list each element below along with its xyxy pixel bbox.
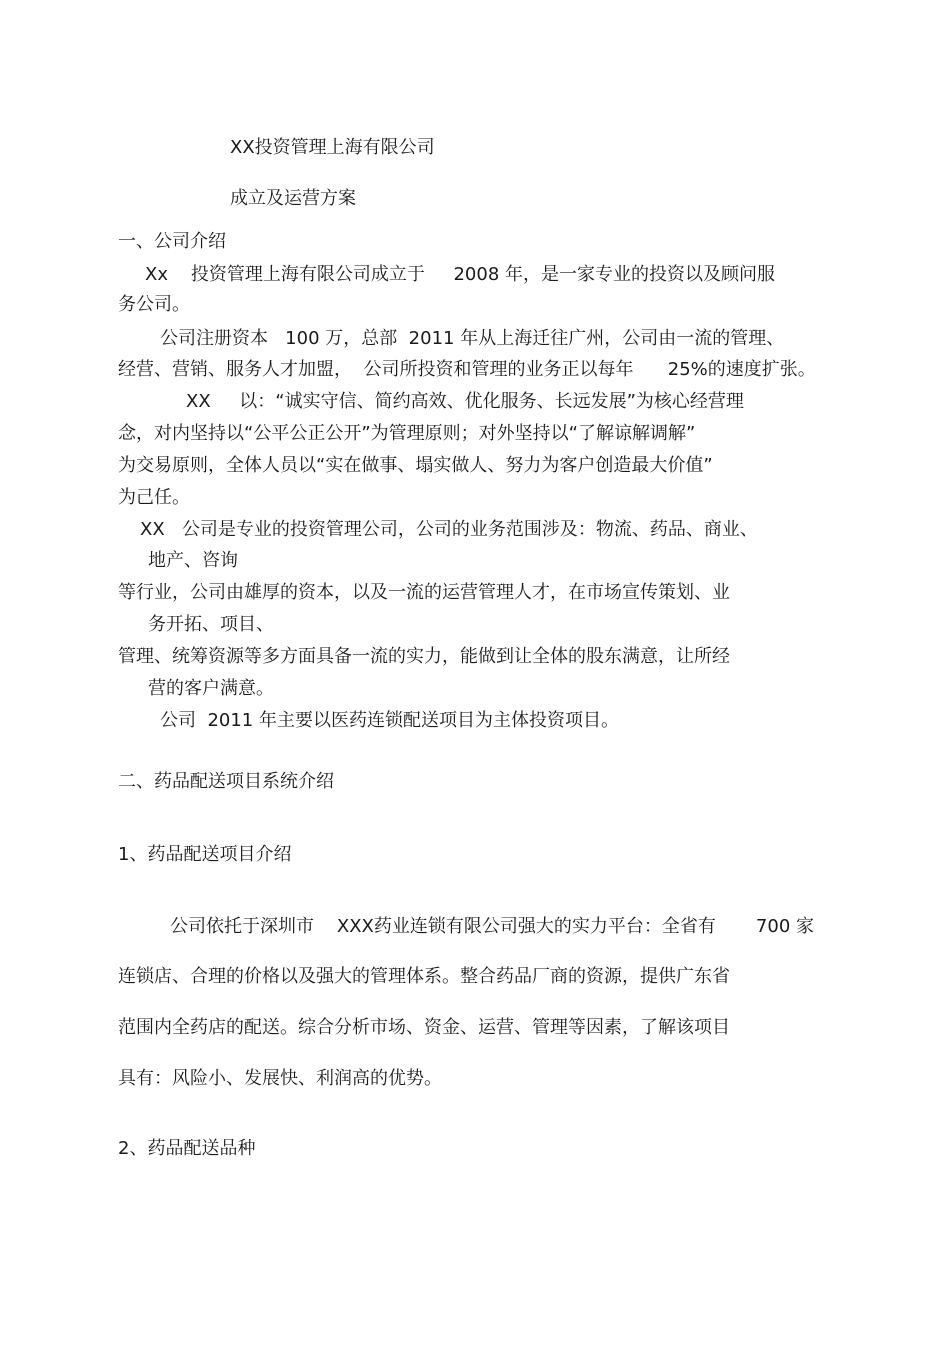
section-heading: 二、药品配送项目系统介绍 — [118, 771, 334, 792]
paragraph-line: 范围内全药店的配送。综合分析市场、资金、运营、管理等因素，了解该项目 — [118, 1017, 730, 1038]
paragraph-line: 公司依托于深圳市 XXX药业连锁有限公司强大的实力平台：全省有 700 家 — [170, 916, 815, 937]
paragraph-line: 经营、营销、服务人才加盟， 公司所投资和管理的业务正以每年 25%的速度扩张。 — [118, 359, 816, 380]
paragraph-line: 务公司。 — [118, 294, 190, 315]
paragraph-line: 等行业，公司由雄厚的资本，以及一流的运营管理人才，在市场宣传策划、业 — [118, 582, 730, 603]
paragraph-line: 具有：风险小、发展快、利润高的优势。 — [118, 1068, 442, 1089]
paragraph-line: 为交易原则，全体人员以“实在做事、塌实做人、努力为客户创造最大价值” — [118, 455, 713, 476]
paragraph-line: 为己任。 — [118, 487, 190, 508]
document-subtitle: 成立及运营方案 — [230, 188, 356, 209]
paragraph-line: XX 以：“诚实守信、简约高效、优化服务、长远发展”为核心经营理 — [186, 391, 744, 412]
paragraph-line: 公司 2011 年主要以医药连锁配送项目为主体投资项目。 — [160, 710, 619, 731]
paragraph-line: 管理、统筹资源等多方面具备一流的实力，能做到让全体的股东满意，让所经 — [118, 646, 730, 667]
paragraph-line: Xx 投资管理上海有限公司成立于 2008 年，是一家专业的投资以及顾问服 — [145, 264, 776, 285]
paragraph-line: 营的客户满意。 — [148, 678, 274, 699]
paragraph-line: 地产、咨询 — [148, 550, 238, 571]
document-title: XX投资管理上海有限公司 — [230, 137, 435, 158]
paragraph-line: 念，对内坚持以“公平公正公开”为管理原则；对外坚持以“了解谅解调解” — [118, 423, 696, 444]
subsection-heading: 2、药品配送品种 — [118, 1138, 256, 1159]
paragraph-line: 连锁店、合理的价格以及强大的管理体系。整合药品厂商的资源，提供广东省 — [118, 966, 730, 987]
paragraph-line: 公司注册资本 100 万，总部 2011 年从上海迁往广州，公司由一流的管理、 — [160, 328, 785, 349]
paragraph-line: 务开拓、项目、 — [148, 614, 274, 635]
paragraph-line: XX 公司是专业的投资管理公司，公司的业务范围涉及：物流、药品、商业、 — [140, 519, 758, 540]
subsection-heading: 1、药品配送项目介绍 — [118, 844, 292, 865]
section-heading: 一、公司介绍 — [118, 231, 226, 252]
